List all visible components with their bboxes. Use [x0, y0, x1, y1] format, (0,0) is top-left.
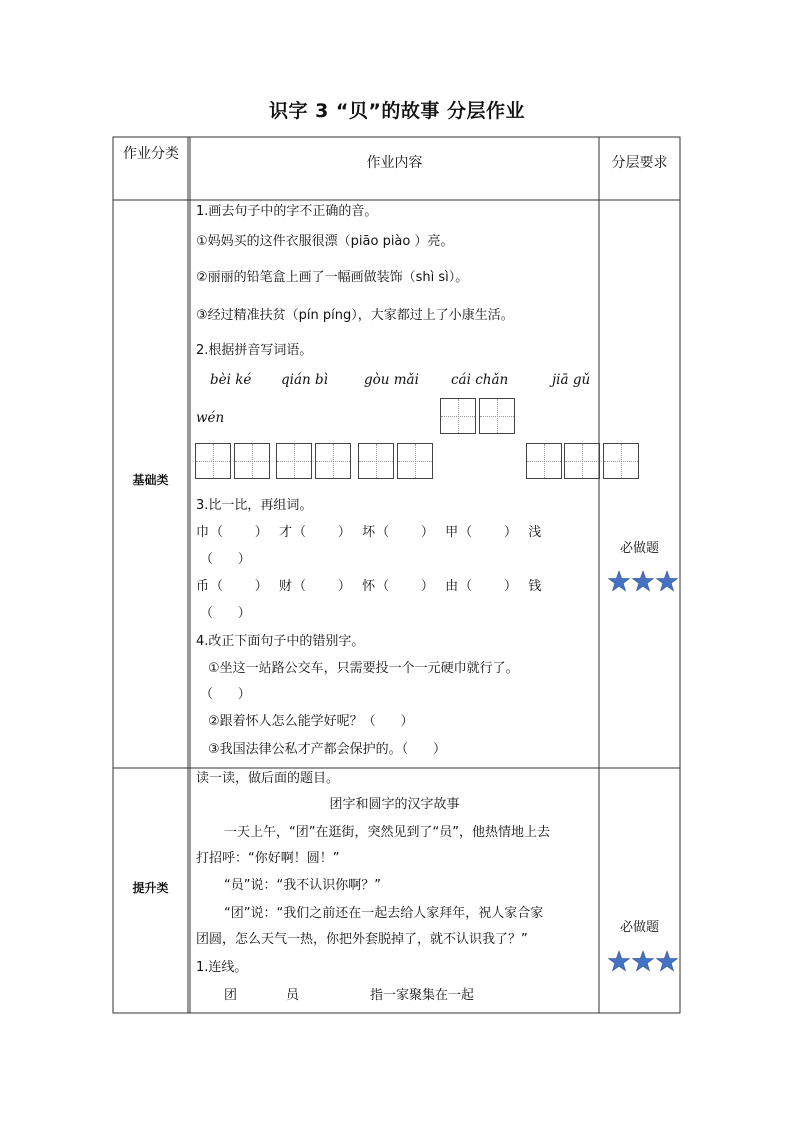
q2-prompt: 2.根据拼音写词语。	[196, 343, 313, 358]
pinyin-5: jiā gǔ	[552, 372, 591, 388]
pinyin-3: gòu mǎi	[364, 372, 419, 388]
pinyin-4: cái chǎn	[451, 372, 509, 388]
story-para-3a: “团”说：“我们之前还在一起去给人家拜年，祝人家合家	[224, 906, 544, 921]
q4-item-a: ①坐这一站路公交车，只需要投一个一元硬巾就行了。	[208, 661, 519, 676]
writing-box[interactable]	[440, 398, 476, 434]
writing-box[interactable]	[479, 398, 515, 434]
header-content: 作业内容	[366, 155, 423, 171]
advanced-star-rating	[607, 950, 679, 974]
page-title: 识字 3 “贝”的故事 分层作业	[268, 100, 526, 122]
story-title: 团字和圆字的汉字故事	[329, 797, 460, 812]
writing-box[interactable]	[276, 443, 312, 479]
story-para-2: “员”说：“我不认识你啊？”	[224, 878, 381, 893]
writing-box[interactable]	[195, 443, 231, 479]
star-icon	[657, 571, 678, 591]
star-icon	[633, 951, 654, 971]
header-level: 分层要求	[611, 155, 668, 171]
q1-prompt: 1.画去句子中的字不正确的音。	[196, 204, 378, 219]
basic-category: 基础类	[132, 473, 169, 487]
writing-box[interactable]	[315, 443, 351, 479]
writing-box[interactable]	[526, 443, 562, 479]
q4-item-a-tail: （ ）	[200, 687, 251, 702]
match-left-2[interactable]: 员	[286, 988, 300, 1003]
story-para-1a: 一天上午，“团”在逛街，突然见到了“员”，他热情地上去	[224, 825, 550, 840]
q4-item-b: ②跟着怀人怎么能学好呢？（ ）	[208, 714, 414, 729]
basic-star-rating	[607, 570, 679, 594]
writing-box[interactable]	[358, 443, 394, 479]
q4-item-c: ③我国法律公私才产都会保护的。（ ）	[208, 742, 446, 757]
q1-item-b: ②丽丽的铅笔盒上画了一幅画做装饰（shì sì）。	[196, 270, 469, 285]
match-left-1[interactable]: 团	[224, 988, 238, 1003]
writing-box[interactable]	[234, 443, 270, 479]
story-para-3b: 团圆，怎么天气一热，你把外套脱掉了，就不认识我了？”	[196, 932, 528, 947]
story-para-1b: 打招呼：“你好啊！圆！”	[196, 851, 340, 866]
advanced-category: 提升类	[132, 881, 169, 895]
q3-row-1: 巾（ ） 才（ ） 坏（ ） 甲（ ） 浅	[196, 525, 543, 540]
writing-box[interactable]	[603, 443, 639, 479]
pinyin-2: qián bì	[281, 372, 328, 388]
q3-row-2-tail: （ ）	[200, 606, 251, 621]
table-border	[113, 137, 680, 1013]
star-icon	[609, 571, 630, 591]
header-category: 作业分类	[123, 146, 179, 162]
pinyin-5-wrap: wén	[196, 410, 225, 426]
q1-item-a: ①妈妈买的这件衣服很漂（piāo piào ）亮。	[196, 234, 454, 249]
pinyin-1: bèi ké	[210, 372, 252, 388]
basic-requirement: 必做题	[619, 541, 659, 556]
match-right[interactable]: 指一家聚集在一起	[370, 988, 475, 1003]
star-icon	[609, 951, 630, 971]
q3-row-2: 币（ ） 财（ ） 怀（ ） 由（ ） 钱	[196, 579, 543, 594]
star-icon	[657, 951, 678, 971]
advanced-q1-prompt: 1.连线。	[196, 960, 248, 975]
star-icon	[633, 571, 654, 591]
q3-prompt: 3.比一比，再组词。	[196, 498, 313, 513]
writing-box[interactable]	[397, 443, 433, 479]
q3-row-1-tail: （ ）	[200, 552, 251, 567]
reading-intro: 读一读，做后面的题目。	[196, 771, 340, 786]
advanced-requirement: 必做题	[619, 920, 659, 935]
q1-item-c: ③经过精准扶贫（pín píng），大家都过上了小康生活。	[196, 308, 514, 323]
q4-prompt: 4.改正下面句子中的错别字。	[196, 634, 365, 649]
writing-box[interactable]	[564, 443, 600, 479]
